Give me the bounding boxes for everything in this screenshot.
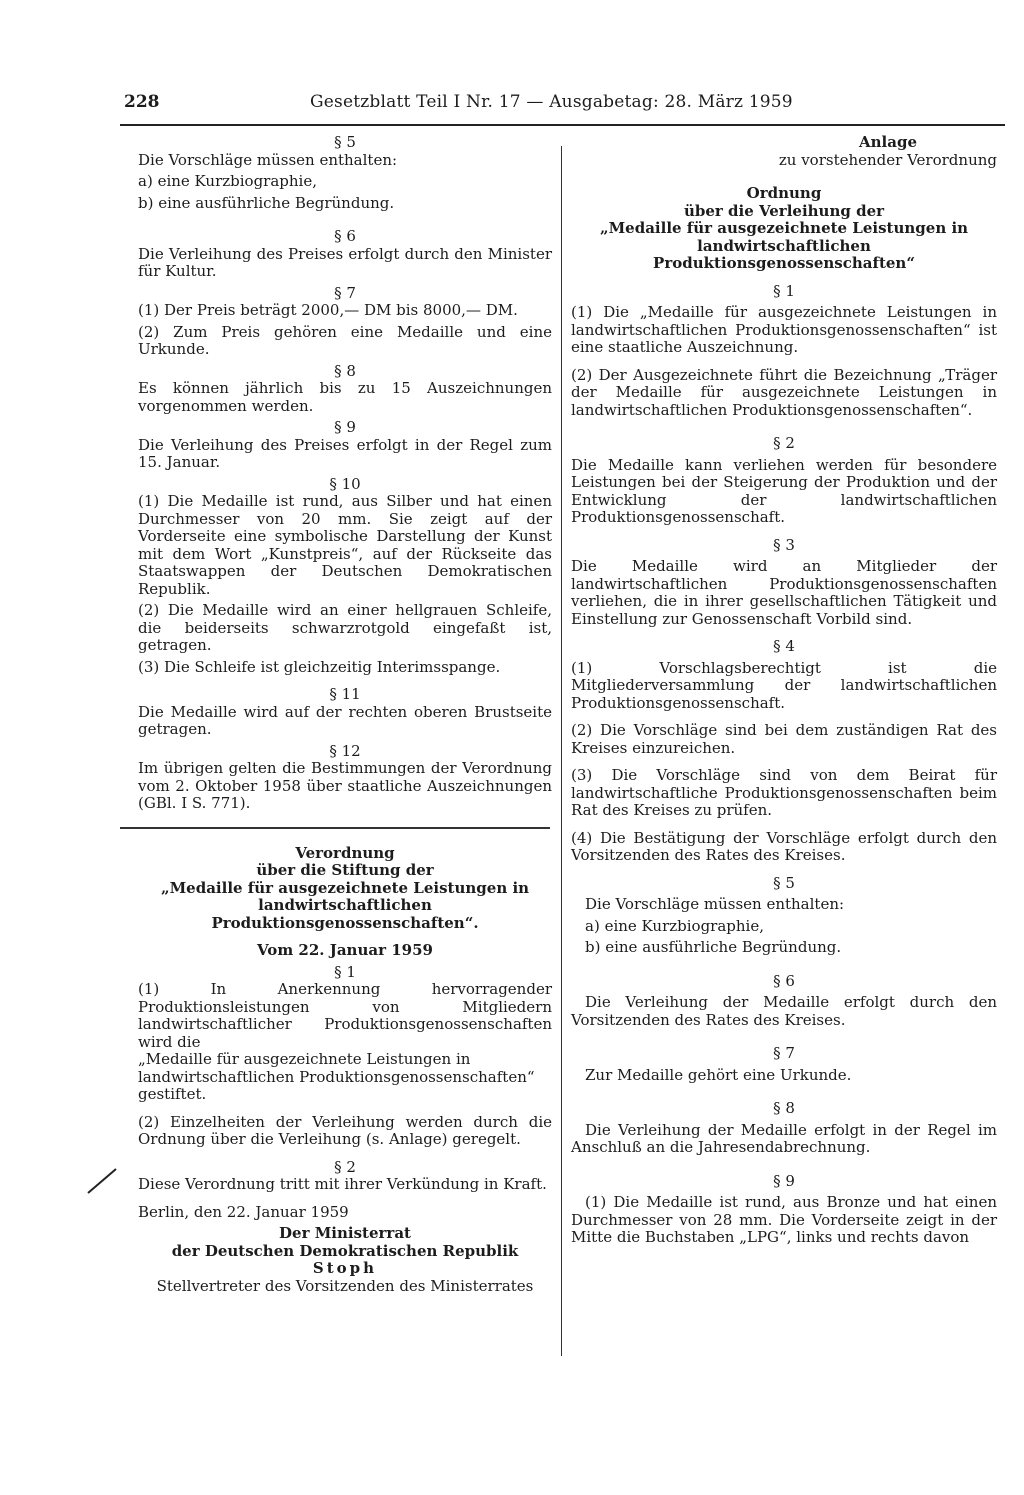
section-heading: § 1 [334,962,356,981]
signatory-role: Stellvertreter des Vorsitzenden des Ministerrates [156,1276,534,1295]
paragraph: Die Verleihung des Preises erfolgt durch den Minister für Kultur. [138,244,552,280]
paragraph: Diese Verordnung tritt mit ihrer Verkündung in Kraft. [138,1175,547,1193]
section-heading: § 3 [773,535,795,554]
paragraph: Zur Medaille gehört eine Urkunde. [585,1065,852,1084]
order-title: Ordnung [746,184,822,202]
paragraph: (1) Die Medaille ist rund, aus Bronze und hat einen Durchmesser von 28 mm. Die Vorderseite zeigt in der Mitte die Buchstaben „LPG“, links und rechts davon [571,1193,997,1246]
paragraph: Die Medaille wird an Mitglieder der landwirtschaftlichen Produktionsgenossenschaften verliehen, die in ihrer gesellschaftlichen Tätigkeit und Einstellung zur Genossenschaft Vorbild sind. [571,557,997,628]
column-divider [561,146,562,1356]
section-heading: § 9 [773,1171,795,1190]
order-title: über die Verleihung der [683,201,885,220]
right-column [571,134,997,1247]
margin-pen-mark [86,1167,118,1195]
paragraph: (1) In Anerkennung hervorragender Produktionsleistungen von Mitgliedern landwirtschaftlicher Produktionsgenossenschaften wird die [138,980,552,1051]
paragraph: (2) Einzelheiten der Verleihung werden durch die Ordnung über die Verleihung (s. Anlage) geregelt. [138,1112,552,1148]
decree-title: landwirtschaftlichen Produktionsgenossenschaften“. [211,896,479,932]
paragraph: (1) Die Medaille ist rund, aus Silber und hat einen Durchmesser von 20 mm. Sie zeigt auf der Vorderseite eine symbolische Darstellung der Kunst mit dem Wort „Kunstpreis“, auf der Rückseite das Staatswappen der Deutschen Demokratischen Republik. [138,492,552,598]
paragraph: Die Vorschläge müssen enthalten: [138,150,398,169]
paragraph: (3) Die Schleife ist gleichzeitig Interimsspange. [138,657,501,676]
section-heading: § 2 [334,1157,356,1176]
decree-title: „Medaille für ausgezeichnete Leistungen in [160,878,530,897]
paragraph: Die Medaille wird auf der rechten oberen Brustseite getragen. [138,702,552,738]
list-item: a) eine Kurzbiographie, [138,172,318,190]
section-heading: § 11 [329,685,361,703]
annex-label: Anlage [859,133,917,151]
section-heading: § 7 [773,1044,795,1062]
section-heading: § 5 [334,133,356,151]
decree-date: Vom 22. Januar 1959 [257,941,433,959]
section-heading: § 12 [329,741,361,760]
decree-title: über die Stiftung der [256,861,434,879]
section-heading: § 9 [334,418,356,436]
place-date: Berlin, den 22. Januar 1959 [138,1202,349,1221]
signature-body: der Deutschen Demokratischen Republik [171,1241,519,1260]
list-item: b) eine ausführliche Begründung. [138,193,395,212]
section-separator [120,827,550,829]
header-rule [120,124,1005,126]
section-heading: § 8 [773,1099,795,1117]
order-title: landwirtschaftlichen Produktionsgenossenschaften“ [653,236,915,272]
list-item: b) eine ausführliche Begründung. [585,938,842,956]
paragraph: (2) Zum Preis gehören eine Medaille und eine Urkunde. [138,322,552,358]
paragraph: (4) Die Bestätigung der Vorschläge erfolgt durch den Vorsitzenden des Rates des Kreises. [571,828,997,864]
section-heading: § 6 [773,971,795,990]
section-heading: § 4 [773,637,795,655]
paragraph: (3) Die Vorschläge sind von dem Beirat für landwirtschaftliche Produktionsgenossenschaften beim Rat des Kreises zu prüfen. [571,766,997,819]
paragraph: „Medaille für ausgezeichnete Leistungen in landwirtschaftlichen Produktionsgenossenschaften“ [138,1050,535,1086]
paragraph: Im übrigen gelten die Bestimmungen der Verordnung vom 2. Oktober 1958 über staatliche Auszeichnungen (GBl. I S. 771). [138,759,552,812]
paragraph: (1) Der Preis beträgt 2000,— DM bis 8000,— DM. [138,301,518,319]
running-head: Gesetzblatt Teil I Nr. 17 — Ausgabetag: 28. März 1959 [310,92,793,112]
decree-title: Verordnung [295,843,395,862]
order-title: „Medaille für ausgezeichnete Leistungen in [599,219,969,237]
section-heading: § 6 [334,227,356,245]
paragraph: (2) Die Vorschläge sind bei dem zuständigen Rat des Kreises einzureichen. [571,721,997,757]
left-column [138,134,552,1295]
page-number: 228 [124,92,160,112]
signature-body: Der Ministerrat [279,1224,411,1242]
section-heading: § 1 [773,281,795,300]
paragraph: (1) Die „Medaille für ausgezeichnete Leistungen in landwirtschaftlichen Produktionsgenossenschaften“ ist eine staatliche Auszeichnung. [571,303,997,356]
list-item: a) eine Kurzbiographie, [585,916,765,935]
paragraph: Die Verleihung des Preises erfolgt in der Regel zum 15. Januar. [138,435,552,471]
paragraph: (2) Der Ausgezeichnete führt die Bezeichnung „Träger der Medaille für ausgezeichnete Leistungen in landwirtschaftlichen Produktionsgenossenschaften“. [571,365,997,419]
section-heading: § 5 [773,873,795,892]
paragraph: gestiftet. [138,1085,207,1103]
section-heading: § 10 [329,474,361,493]
section-heading: § 2 [773,434,795,452]
paragraph: (2) Die Medaille wird an einer hellgrauen Schleife, die beiderseits schwarzrotgold eingefaßt ist, getragen. [138,601,552,654]
page-header [120,92,1005,118]
section-heading: § 8 [334,361,356,380]
paragraph: Es können jährlich bis zu 15 Auszeichnungen vorgenommen werden. [138,379,552,415]
section-heading: § 7 [334,283,356,302]
paragraph: Die Verleihung der Medaille erfolgt in der Regel im Anschluß an die Jahresendabrechnung. [571,1120,997,1156]
signatory-name: Stoph [312,1259,378,1277]
paragraph: Die Medaille kann verliehen werden für besondere Leistungen bei der Steigerung der Produktion und der Entwicklung der landwirtschaftlichen Produktionsgenossenschaft. [571,455,997,526]
paragraph: Die Verleihung der Medaille erfolgt durch den Vorsitzenden des Rates des Kreises. [571,993,997,1029]
paragraph: (1) Vorschlagsberechtigt ist die Mitgliederversammlung der landwirtschaftlichen Produktionsgenossenschaft. [571,658,997,712]
annex-subtitle: zu vorstehender Verordnung [778,150,997,169]
paragraph: Die Vorschläge müssen enthalten: [585,895,845,913]
